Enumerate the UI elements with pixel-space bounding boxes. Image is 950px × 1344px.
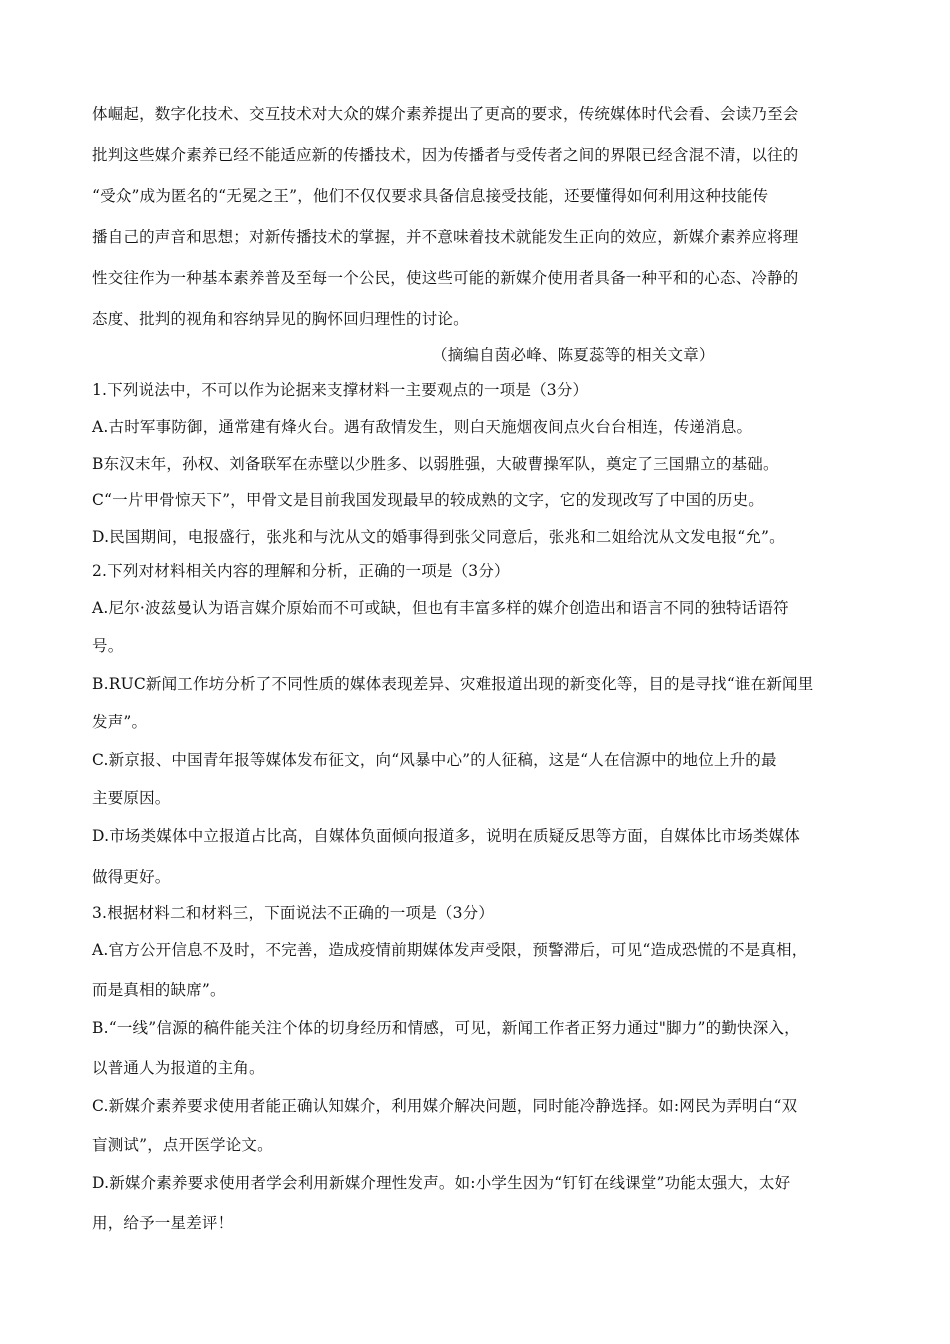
- passage-line: 态度、批判的视角和容纳异见的胸怀回归理性的讨论。: [92, 310, 469, 328]
- question-1-option-a: A.古时军事防御，通常建有烽火台。遇有敌情发生，则白天施烟夜间点火台台相连，传递消息。: [92, 418, 753, 436]
- question-2-option-b-cont: 发声”。: [92, 713, 148, 731]
- question-3-option-c: C.新媒介素养要求使用者能正确认知媒介，利用媒介解决问题，同时能冷静选择。如:网民为弄明白“双: [92, 1097, 798, 1115]
- question-3-option-d: D.新媒介素养要求使用者学会利用新媒介理性发声。如:小学生因为“钉钉在线课堂”功能太强大，太好: [92, 1174, 791, 1192]
- question-2-option-a: A.尼尔·波兹曼认为语言媒介原始而不可或缺，但也有丰富多样的媒介创造出和语言不同的独特话语符: [92, 599, 789, 617]
- question-3-option-b-cont: 以普通人为报道的主角。: [92, 1059, 265, 1077]
- question-3-option-c-cont: 盲测试”，点开医学论文。: [92, 1136, 273, 1154]
- question-3-option-a: A.官方公开信息不及时，不完善，造成疫情前期媒体发声受限，预警滞后，可见“造成恐慌的不是真相，: [92, 941, 808, 959]
- passage-line: 播自己的声音和思想；对新传播技术的掌握，并不意味着技术就能发生正向的效应，新媒介素养应将理: [92, 228, 799, 246]
- passage-line: 体崛起，数字化技术、交互技术对大众的媒介素养提出了更高的要求，传统媒体时代会看、会读乃至会: [92, 105, 799, 123]
- question-3-option-b: B.“一线”信源的稿件能关注个体的切身经历和情感，可见，新闻工作者正努力通过"脚力”的勤快深入，: [92, 1019, 800, 1037]
- question-2-option-c: C.新京报、中国青年报等媒体发布征文，向“风暴中心”的人征稿，这是“人在信源中的地位上升的最: [92, 751, 777, 769]
- question-2-stem: 2.下列对材料相关内容的理解和分析，正确的一项是（3分）: [92, 562, 510, 580]
- source-citation: （摘编自茵必峰、陈夏蕊等的相关文章）: [432, 346, 715, 364]
- question-1-stem: 1.下列说法中，不可以作为论据来支撑材料一主要观点的一项是（3分）: [92, 381, 589, 399]
- question-2-option-d-cont: 做得更好。: [92, 868, 171, 886]
- question-1-option-b: B东汉末年，孙权、刘备联军在赤壁以少胜多、以弱胜强，大破曹操军队，奠定了三国鼎立的基础。: [92, 455, 779, 473]
- question-2-option-c-cont: 主要原因。: [92, 789, 171, 807]
- question-2-option-b: B.RUC新闻工作坊分析了不同性质的媒体表现差异、灾难报道出现的新变化等，目的是寻找“谁在新闻里: [92, 675, 814, 693]
- question-2-option-d: D.市场类媒体中立报道占比高，自媒体负面倾向报道多，说明在质疑反思等方面，自媒体比市场类媒体: [92, 827, 801, 845]
- question-2-option-a-cont: 号。: [92, 637, 124, 655]
- question-3-option-a-cont: 而是真相的缺席”。: [92, 981, 226, 999]
- question-1-option-d: D.民国期间，电报盛行，张兆和与沈从文的婚事得到张父同意后，张兆和二姐给沈从文发电报“允”。: [92, 528, 785, 546]
- passage-line: 性交往作为一种基本素养普及至每一个公民，使这些可能的新媒介使用者具备一种平和的心态、冷静的: [92, 269, 799, 287]
- question-1-option-c: C“一片甲骨惊天下”，甲骨文是目前我国发现最早的较成熟的文字，它的发现改写了中国的历史。: [92, 491, 765, 509]
- passage-line: 批判这些媒介素养已经不能适应新的传播技术，因为传播者与受传者之间的界限已经含混不清，以往的: [92, 146, 799, 164]
- question-3-stem: 3.根据材料二和材料三，下面说法不正确的一项是（3分）: [92, 904, 495, 922]
- passage-line: “受众”成为匿名的“无冕之王”，他们不仅仅要求具备信息接受技能，还要懂得如何利用这种技能传: [92, 187, 769, 205]
- question-3-option-d-cont: 用，给予一星差评！: [92, 1214, 234, 1232]
